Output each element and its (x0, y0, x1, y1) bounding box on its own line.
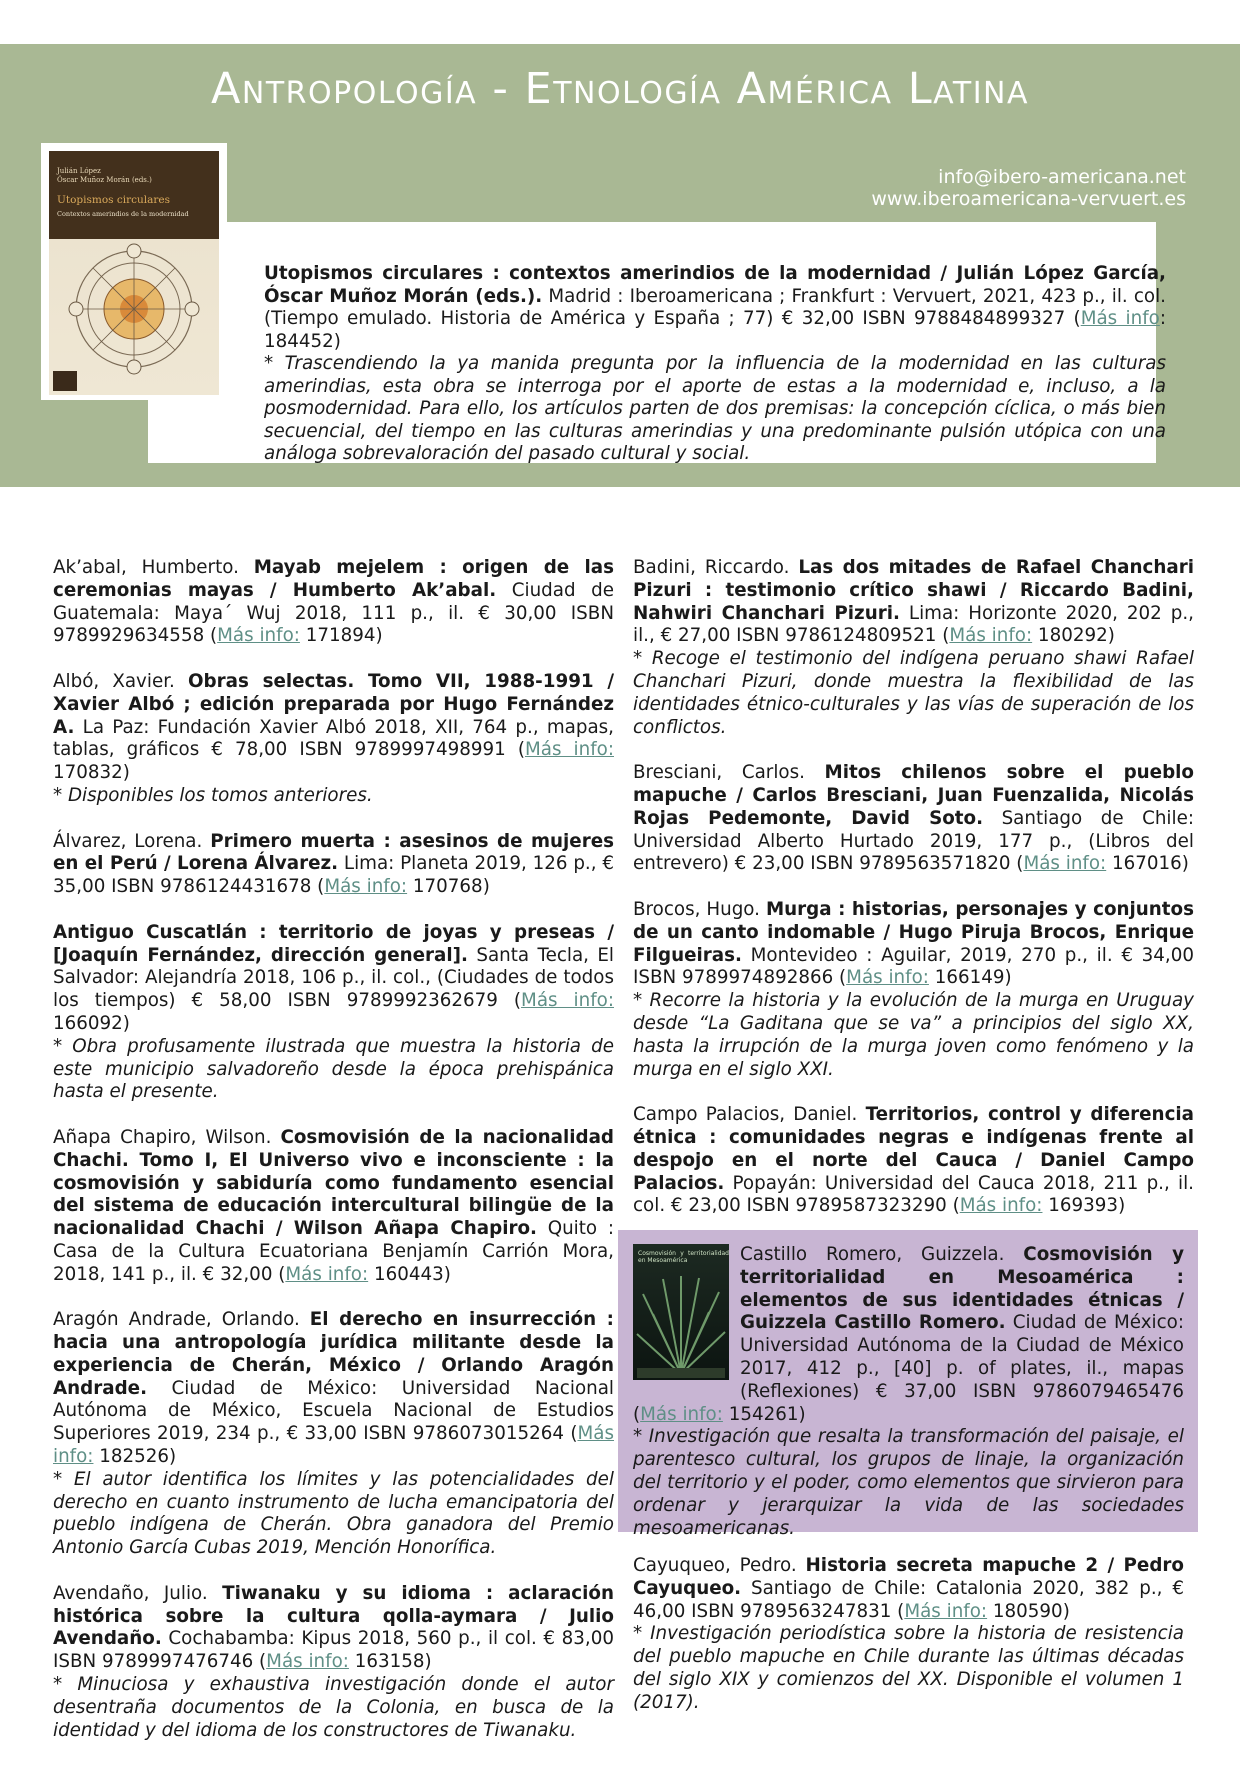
entry-publication: Santiago de Chile: Universidad Alberto Hurtado 2019, 177 p., (Libros del entrevero) € 23,00 ISBN 9789563571820 ( (633, 807, 1194, 875)
entry-title: Primero muerta : asesinos de mujeres en el Perú / Lorena Álvarez. (53, 830, 614, 875)
entry-title: Historia secreta mapuche 2 / Pedro Cayuqueo. (633, 1555, 1184, 1599)
entry-publication: Santiago de Chile: Catalonia 2020, 382 p., € 46,00 ISBN 9789563247831 ( (633, 1577, 1184, 1622)
feature-book-cover (41, 143, 227, 400)
entry-title: Cosmovisión y territorialidad en Mesoamérica : elementos de sus identidades étnicas / Guizzela Castillo Romero. (740, 1244, 1184, 1334)
entry-author: Badini, Riccardo. (633, 557, 799, 578)
entry-publication: Lima: Horizonte 2020, 202 p., il., € 27,00 ISBN 9786124809521 ( (633, 602, 1194, 647)
entry-publication: Lima: Planeta 2019, 126 p., € 35,00 ISBN 9786124431678 ( (53, 853, 615, 898)
entry-publication: Santa Tecla, El Salvador: Alejandría 2018, 106 p., il. col., (Ciudades de todos los tiempos) € 58,00 ISBN 9789992362679 ( (53, 944, 614, 1012)
more-info-link[interactable]: Más info: (959, 1195, 1043, 1217)
list-item (53, 1309, 614, 1560)
page-title: Antropología - Etnología América Latina (210, 64, 1030, 114)
more-info-link[interactable]: Más info (1080, 308, 1160, 329)
entry-author: Cayuqueo, Pedro. (633, 1555, 806, 1576)
entry-author: Añapa Chapiro, Wilson. (53, 1126, 281, 1148)
more-info-link[interactable]: Más info: (285, 1263, 369, 1285)
contact-info (871, 166, 1186, 210)
entry-title: Mayab mejelem : origen de las ceremonias mayas / Humberto Ak’abal. (53, 557, 615, 601)
entry-title: Cosmovisión de la nacionalidad Chachi. Tomo I, El Universo vivo e inconsciente : la cosmovisión y sabiduría como fundamento esencial del sistema de educación intercultural bilingüe de la nacionalidad Chachi / Wilson Añapa Chapiro. (53, 1126, 614, 1240)
entry-author: Bresciani, Carlos. (633, 762, 825, 784)
entry-id: 160443) (368, 1263, 451, 1285)
more-info-link[interactable]: Más info: (949, 625, 1033, 647)
highlight-cover-title: Cosmovisión y territorialidad en Mesoamérica (638, 1250, 729, 1264)
entry-publication: Ciudad de México: Universidad Autónoma de la Ciudad de México 2017, 412 p., [40] p. of plates, il., mapas (Reflexiones) € 37,00 ISBN 9786079465476 ( (633, 1312, 1184, 1425)
entry-publication: Quito : Casa de la Cultura Ecuatoriana Benjamín Carrión Mora, 2018, 141 p., il. € 32,00 ( (53, 1218, 614, 1285)
entry-publication: Ciudad de Guatemala: Maya´ Wuj 2018, 111 p., il. € 30,00 ISBN 9789929634558 ( (53, 579, 614, 647)
more-info-link[interactable]: Más info: (525, 739, 614, 761)
cover-subtitle: Contextos amerindios de la modernidad (57, 210, 189, 218)
entry-publication: Montevideo : Aguilar, 2019, 270 p., il. € 34,00 ISBN 9789974892866 ( (633, 944, 1194, 989)
entry-publication: Popayán: Universidad del Cauca 2018, 211 p., il. col. € 23,00 ISBN 9789587323290 ( (633, 1172, 1194, 1217)
more-info-link[interactable]: Más info: (521, 990, 614, 1012)
entry-note: * Recoge el testimonio del indígena peruano shawi Rafael Chanchari Pizuri, donde muestra la flexibilidad de las identidades étnico-culturales y las vías de superación de los conflictos. (633, 648, 1194, 738)
entry-id: 154261) (722, 1403, 806, 1425)
entry-id: 163158) (348, 1651, 432, 1673)
entry-note: * El autor identifica los límites y las potencialidades del derecho en cuanto instrumento de lucha emancipatoria del pueblo indígena de Cherán. Obra ganadora del Premio Antonio García Cubas 2019, Mención Honorífica. (53, 1468, 614, 1559)
cover-editors (57, 167, 152, 185)
entry-publication: La Paz: Fundación Xavier Albó 2018, XII, 764 p., mapas, tablas, gráficos € 78,00 ISBN 9789997498991 ( (53, 716, 614, 761)
list-item (53, 1583, 614, 1743)
entry-title: Obras selectas. Tomo VII, 1988-1991 / Xavier Albó ; edición preparada por Hugo Fernández A. (53, 670, 615, 738)
entry-id: 180292) (1032, 625, 1115, 647)
entry-title: Murga : historias, personajes y conjuntos de un canto indomable / Hugo Piruja Brocos, Enrique Filgueiras. (633, 898, 1194, 966)
right-column (633, 557, 1194, 1241)
entry-author: Castillo Romero, Guizzela. (740, 1244, 1024, 1265)
entry-author: Ak’abal, Humberto. (53, 557, 254, 578)
more-info-link[interactable]: Más info: (217, 625, 300, 647)
entry-author: Álvarez, Lorena. (53, 830, 211, 852)
entry-title: Las dos mitades de Rafael Chanchari Pizuri : testimonio crítico shawi / Riccardo Badini, Nahwiri Chanchari Pizuri. (633, 557, 1194, 624)
entry-title: El derecho en insurrección : hacia una antropología jurídica militante desde la experiencia de Cherán, México / Orlando Aragón Andrade. (53, 1309, 614, 1399)
list-item (633, 1555, 1184, 1715)
entry-title: Antiguo Cuscatlán : territorio de joyas y preseas / [Joaquín Fernández, dirección general]. (53, 921, 614, 966)
entry-id: 182526) (93, 1446, 177, 1468)
cover-image (49, 151, 219, 395)
list-item (53, 922, 614, 1104)
entry-note: * Obra profusamente ilustrada que muestra la historia de este municipio salvadoreño desde la época prehispánica hasta el presente. (53, 1035, 614, 1103)
feature-publication: Madrid : Iberoamericana ; Frankfurt : Vervuert, 2021, 423 p., il. col. (Tiempo emulado. Historia de América y España ; 77) € 32,00 ISBN 9788484899327 ( (264, 285, 1166, 329)
cover-editors-line2: Óscar Muñoz Morán (eds.) (57, 176, 152, 184)
more-info-link[interactable]: Más info: (266, 1651, 349, 1673)
list-item (53, 831, 614, 899)
entry-id: 170832) (53, 762, 130, 784)
entry-note: * Minuciosa y exhaustiva investigación donde el autor desentraña documentos de la Colonia, en busca de la identidad y del idioma de los constructores de Tiwanaku. (53, 1674, 614, 1741)
entry-author: Avendaño, Julio. (53, 1582, 223, 1604)
entry-id: 166092) (53, 1012, 130, 1034)
feature-id: : 184452) (264, 308, 1166, 352)
list-item (633, 1104, 1194, 1218)
entry-author: Albó, Xavier. (53, 670, 189, 692)
entry-note: * Recorre la historia y la evolución de la murga en Uruguay desde “La Gaditana que se va” a principios del siglo XX, hasta la irrupción de la murga joven como fenómeno y la murga en el siglo XXI. (633, 990, 1194, 1080)
entry-note: * Disponibles los tomos anteriores. (53, 784, 373, 806)
highlight-book-cover (633, 1244, 729, 1380)
feature-note: * Trascendiendo la ya manida pregunta por la influencia de la modernidad en las culturas amerindias, esta obra se interroga por el aporte de estas a la modernidad e, incluso, a la posmodernidad. Para ello, los artículos parten de dos premisas: la concepción cíclica, o más bien secuencial, del tiempo en las culturas amerindias y una predominante pulsión utópica con una análoga sobrevaloración del pasado cultural y social. (264, 353, 1166, 464)
entry-author: Aragón Andrade, Orlando. (53, 1309, 310, 1331)
list-item (53, 671, 614, 808)
entry-id: 171894) (299, 625, 383, 647)
entry-author: Campo Palacios, Daniel. (633, 1104, 866, 1126)
cover-title: Utopismos circulares (57, 194, 171, 206)
feature-title: Utopismos circulares : contextos amerindios de la modernidad / Julián López García, Óscar Muñoz Morán (eds.). (264, 263, 1166, 307)
more-info-link[interactable]: Más info: (53, 1423, 614, 1468)
email-link[interactable]: info@ibero-americana.net (938, 166, 1186, 188)
agave-plant-illustration (633, 1274, 729, 1380)
entry-publication: Ciudad de México: Universidad Nacional Autónoma de México, Escuela Nacional de Estudios Superiores 2019, 234 p., € 33,00 ISBN 9786073015264 ( (53, 1377, 614, 1445)
more-info-link[interactable]: Más info: (324, 876, 408, 898)
entry-author: Brocos, Hugo. (633, 898, 766, 920)
list-item (53, 557, 614, 648)
entry-title: Tiwanaku y su idioma : aclaración histórica sobre la cultura qolla-aymara / Julio Avendaño. (53, 1582, 614, 1650)
list-item (633, 557, 1194, 739)
more-info-link[interactable]: Más info: (1023, 853, 1107, 875)
entry-id: 169393) (1042, 1195, 1126, 1217)
list-item (53, 1127, 614, 1287)
website-link[interactable]: www.iberoamericana-vervuert.es (871, 188, 1186, 210)
entry-id: 167016) (1106, 853, 1189, 875)
entry-id: 180590) (987, 1600, 1070, 1622)
entry-publication: Cochabamba: Kipus 2018, 560 p., il col. € 83,00 ISBN 9789997476746 ( (53, 1628, 614, 1673)
feature-entry (264, 263, 1166, 466)
highlighted-entry (633, 1244, 1184, 1540)
more-info-link[interactable]: Más info: (640, 1403, 723, 1425)
left-column (53, 557, 614, 1765)
entry-id: 166149) (928, 967, 1012, 989)
entry-title: Territorios, control y diferencia étnica : comunidades negras e indígenas frente al despojo en el norte del Cauca / Daniel Campo Palacios. (633, 1104, 1195, 1194)
entry-id: 170768) (407, 876, 490, 898)
entry-note: * Investigación que resalta la transformación del paisaje, el parentesco cultural, los grupos de linaje, la organización del territorio y el poder, como elementos que sirvieron para ordenar y jerarquizar la vida de las sociedades mesoamericanas. (633, 1426, 1184, 1539)
list-item (633, 899, 1194, 1081)
more-info-link[interactable]: Más info: (846, 967, 929, 989)
more-info-link[interactable]: Más info: (904, 1600, 988, 1622)
entry-title: Mitos chilenos sobre el pueblo mapuche / Carlos Bresciani, Juan Fuenzalida, Nicolás Rojas Pedemonte, David Soto. (633, 762, 1194, 829)
entry-note: * Investigación periodística sobre la historia de resistencia del pueblo mapuche en Chile durante las últimas décadas del siglo XIX y comienzos del XX. Disponible el volumen 1 (2017). (633, 1623, 1184, 1713)
list-item (633, 762, 1194, 876)
cover-editors-line1: Julián López (57, 167, 101, 175)
sun-calendar-illustration (49, 239, 219, 395)
